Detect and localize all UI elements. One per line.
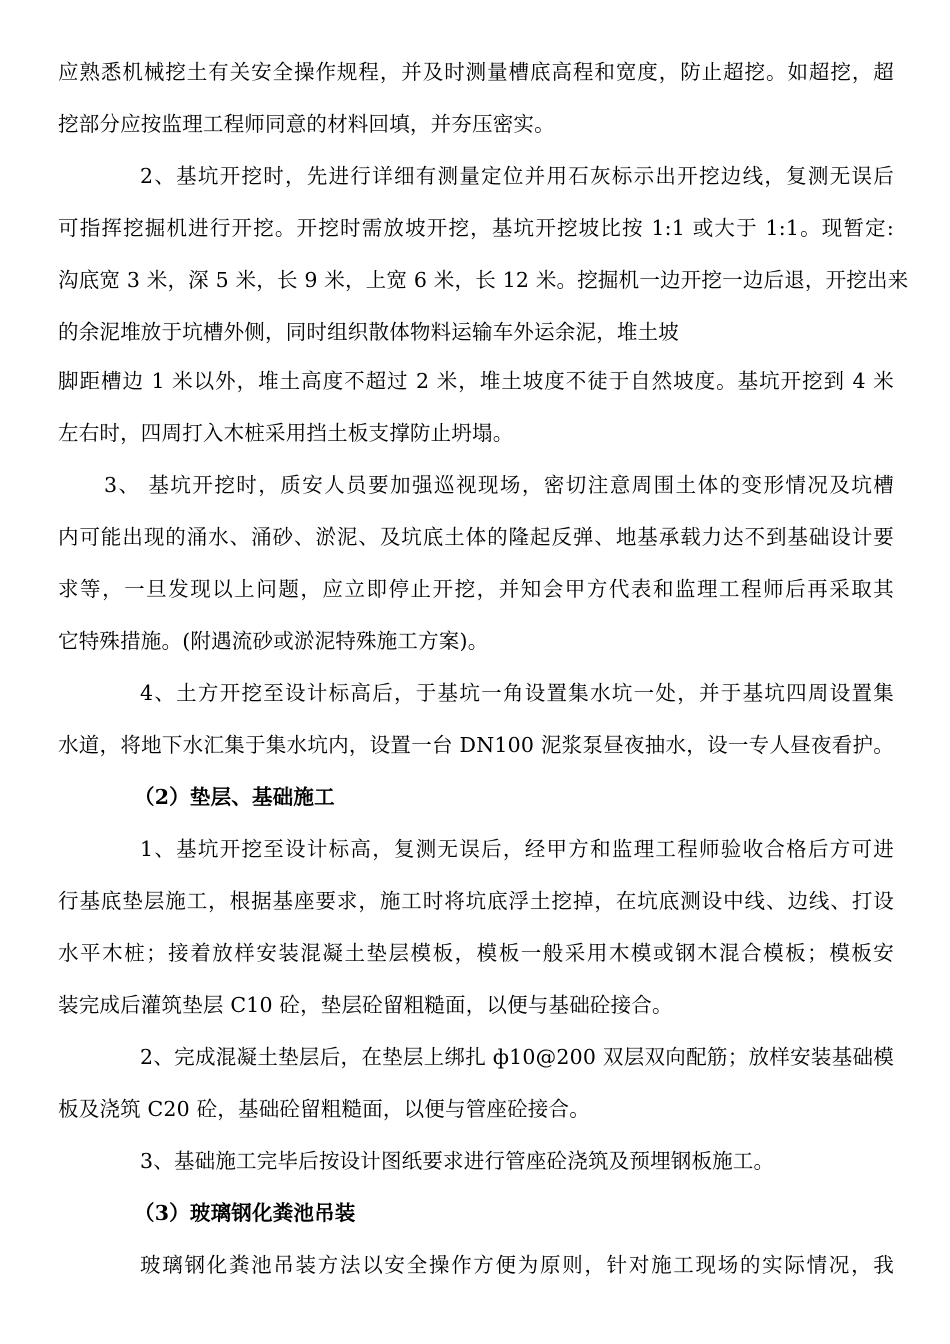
paragraph-item-1: 1、基坑开挖至设计标高，复测无误后，经甲方和监理工程师验收合格后方可进 bbox=[140, 837, 894, 861]
body-text-line: 求等，一旦发现以上问题，应立即停止开挖，并知会甲方代表和监理工程师后再采取其 bbox=[58, 577, 894, 601]
body-text-line: 应熟悉机械挖土有关安全操作规程，并及时测量槽底高程和宽度，防止超挖。如超挖，超 bbox=[58, 60, 894, 84]
body-text-line: 内可能出现的涌水、涌砂、淤泥、及坑底土体的隆起反弹、地基承载力达不到基础设计要 bbox=[58, 525, 894, 549]
body-text-line: 可指挥挖掘机进行开挖。开挖时需放坡开挖，基坑开挖坡比按 1:1 或大于 1:1。现暂定: bbox=[58, 216, 894, 240]
paragraph-item-4: 4、土方开挖至设计标高后，于基坑一角设置集水坑一处，并于基坑四周设置集 bbox=[140, 681, 894, 705]
body-text-line: 水道，将地下水汇集于集水坑内，设置一台 DN100 泥浆泵昼夜抽水，设一专人昼夜看护。 bbox=[58, 733, 894, 757]
body-text-line: 板及浇筑 C20 砼，基础砼留粗糙面，以便与管座砼接合。 bbox=[58, 1097, 590, 1121]
body-text-line: 它特殊措施。(附遇流砂或淤泥特殊施工方案)。 bbox=[58, 629, 489, 653]
body-text-line: 水平木桩；接着放样安装混凝土垫层模板，模板一般采用木模或钢木混合模板；模板安 bbox=[58, 941, 894, 965]
paragraph-item-3: 3、 基坑开挖时，质安人员要加强巡视现场，密切注意周围土体的变形情况及坑槽 bbox=[104, 473, 894, 497]
section-heading: （2）垫层、基础施工 bbox=[134, 785, 335, 809]
body-text-line: 脚距槽边 1 米以外，堆土高度不超过 2 米，堆土坡度不徒于自然坡度。基坑开挖到 4 米 bbox=[58, 369, 894, 393]
paragraph-item-2: 2、完成混凝土垫层后，在垫层上绑扎 ф10@200 双层双向配筋；放样安装基础模 bbox=[140, 1045, 894, 1069]
paragraph-item-2: 2、基坑开挖时，先进行详细有测量定位并用石灰标示出开挖边线，复测无误后 bbox=[140, 164, 894, 188]
body-text-line: 左右时，四周打入木桩采用挡土板支撑防止坍塌。 bbox=[58, 421, 514, 445]
body-text-line: 行基底垫层施工，根据基座要求，施工时将坑底浮土挖掉，在坑底测设中线、边线、打设 bbox=[58, 889, 894, 913]
body-text-line: 沟底宽 3 米，深 5 米，长 9 米，上宽 6 米，长 12 米。挖掘机一边开挖一边后退，开挖出来 bbox=[58, 268, 909, 292]
body-text-line: 装完成后灌筑垫层 C10 砼，垫层砼留粗糙面，以便与基础砼接合。 bbox=[58, 993, 673, 1017]
body-text-line: 挖部分应按监理工程师同意的材料回填，并夯压密实。 bbox=[58, 112, 555, 136]
body-text-line: 的余泥堆放于坑槽外侧，同时组织散体物料运输车外运余泥，堆土坡 bbox=[58, 320, 679, 344]
paragraph-first-line: 玻璃钢化粪池吊装方法以安全操作方便为原则，针对施工现场的实际情况，我 bbox=[140, 1253, 894, 1277]
paragraph-item-3: 3、基础施工完毕后按设计图纸要求进行管座砼浇筑及预埋钢板施工。 bbox=[140, 1149, 775, 1173]
section-heading: （3）玻璃钢化粪池吊装 bbox=[134, 1201, 356, 1225]
